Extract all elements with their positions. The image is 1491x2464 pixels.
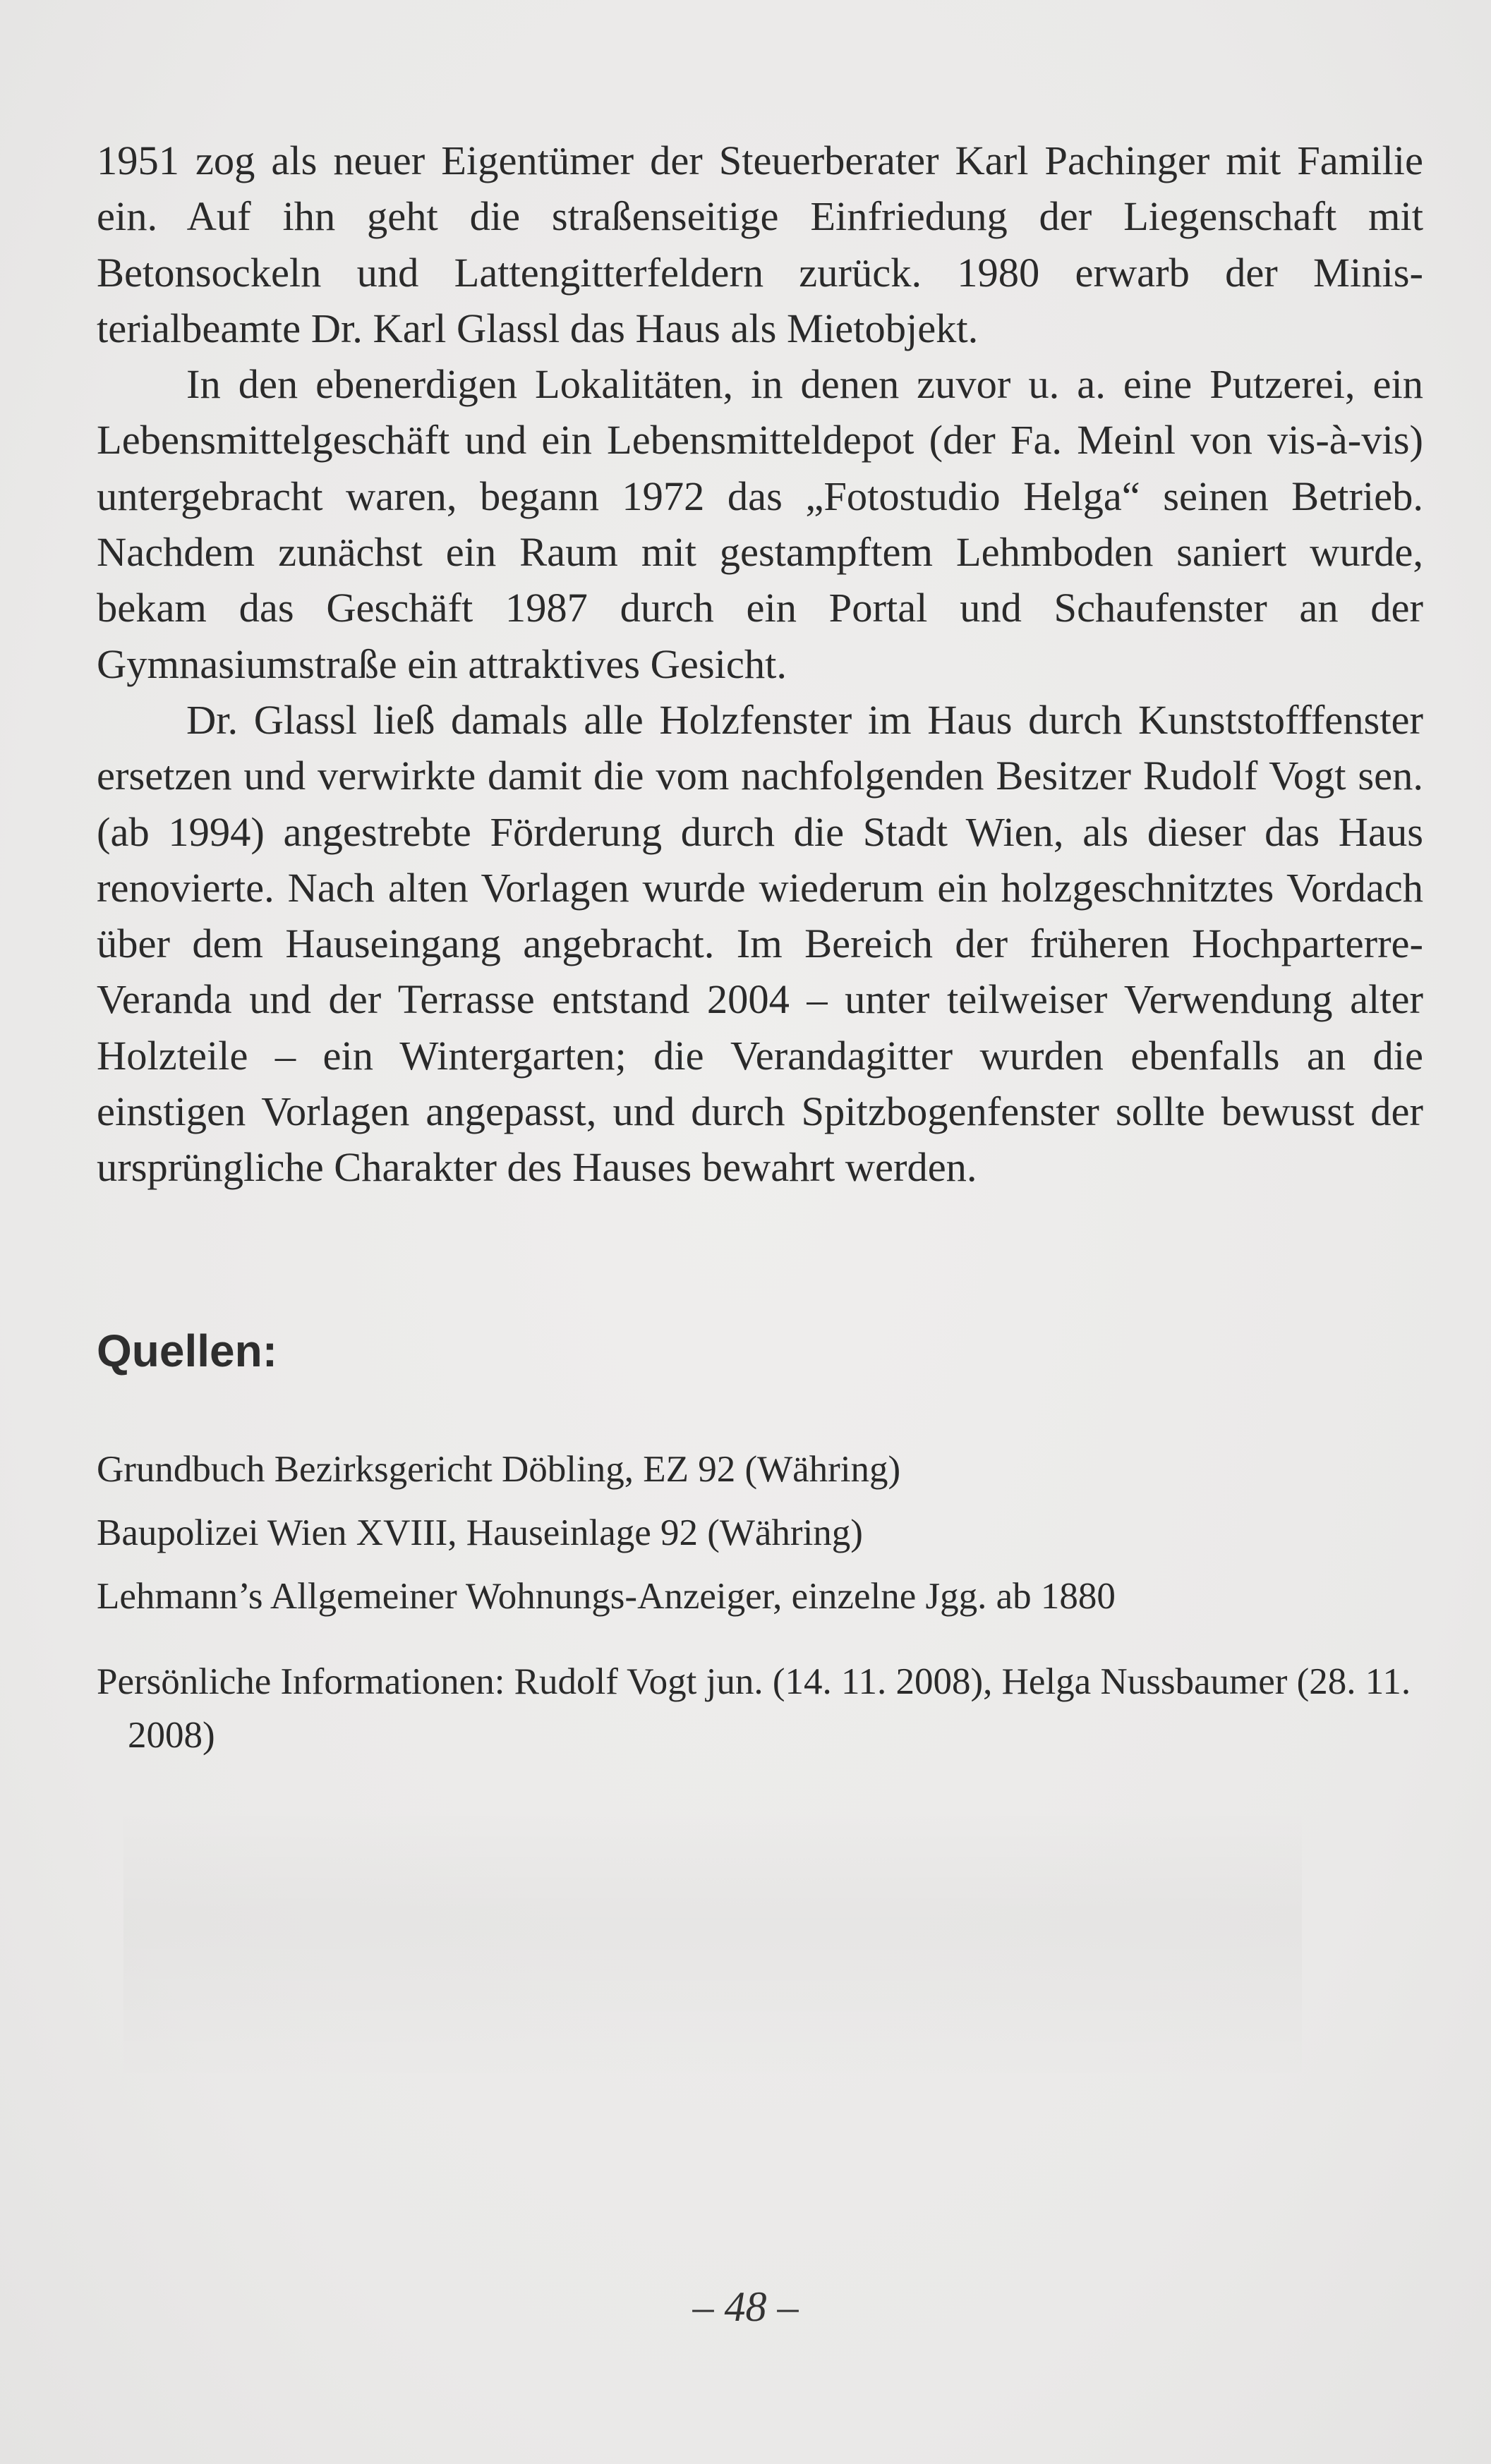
paragraph-ownership-1951: 1951 zog als neuer Eigentümer der Steuerberater Karl Pachinger mit Familie ein. Auf ihn geht die straßenseitige Einfriedung der Liegenschaft mit Betonsockeln und Lattengitterfeldern zurück. 1980 erwarb der Ministerialbeamte Dr. Karl Glassl das Haus als Mietobjekt. — [97, 138, 1423, 351]
sources-heading: Quellen: — [97, 1325, 278, 1376]
page-number: – 48 – — [692, 2283, 799, 2330]
source-item: Baupolizei Wien XVIII, Hauseinlage 92 (Währing) — [97, 1512, 863, 1553]
source-item: Lehmann’s Allgemeiner Wohnungs-Anzeiger, einzelne Jgg. ab 1880 — [97, 1576, 1116, 1617]
source-item: Persönliche Informationen: Rudolf Vogt jun. (14. 11. 2008), Helga Nussbaumer (28. 11. 2008) — [97, 1661, 1411, 1756]
body-text — [97, 133, 1423, 1196]
source-item: Grundbuch Bezirksgericht Döbling, EZ 92 (Währing) — [97, 1449, 901, 1490]
show-through-shadow — [123, 1806, 1302, 2088]
paragraph-renovation: Dr. Glassl ließ damals alle Holzfenster im Haus durch Kunststofffenster ersetzen und verwirkte damit die vom nachfolgenden Besitzer Rudolf Vogt sen. (ab 1994) angestrebte Förderung durch die Stadt Wien, als dieser das Haus renovierte. Nach alten Vorlagen wurde wiederum ein holzgeschnitztes Vordach über dem Hauseingang angebracht. Im Bereich der früheren Hochparterre-Veranda und der Terrasse entstand 2004 – unter teilweiser Verwendung alter Holzteile – ein Wintergarten; die Verandagitter wurden ebenfalls an die einstigen Vorlagen angepasst, und durch Spitzbogenfenster sollte bewusst der ursprüngliche Charakter des Hauses bewahrt werden. — [97, 696, 1423, 1191]
paragraph-fotostudio: In den ebenerdigen Lokalitäten, in denen zuvor u. a. eine Putzerei, ein Lebensmittelgeschäft und ein Lebensmitteldepot (der Fa. Meinl von vis-à-vis) untergebracht waren, begann 1972 das „Fotostudio Helga“ seinen Betrieb. Nachdem zunächst ein Raum mit gestampftem Lehmboden saniert wurde, bekam das Geschäft 1987 durch ein Portal und Schaufenster an der Gymnasiumstraße ein attraktives Gesicht. — [97, 361, 1423, 687]
sources-list — [97, 1438, 1423, 1762]
